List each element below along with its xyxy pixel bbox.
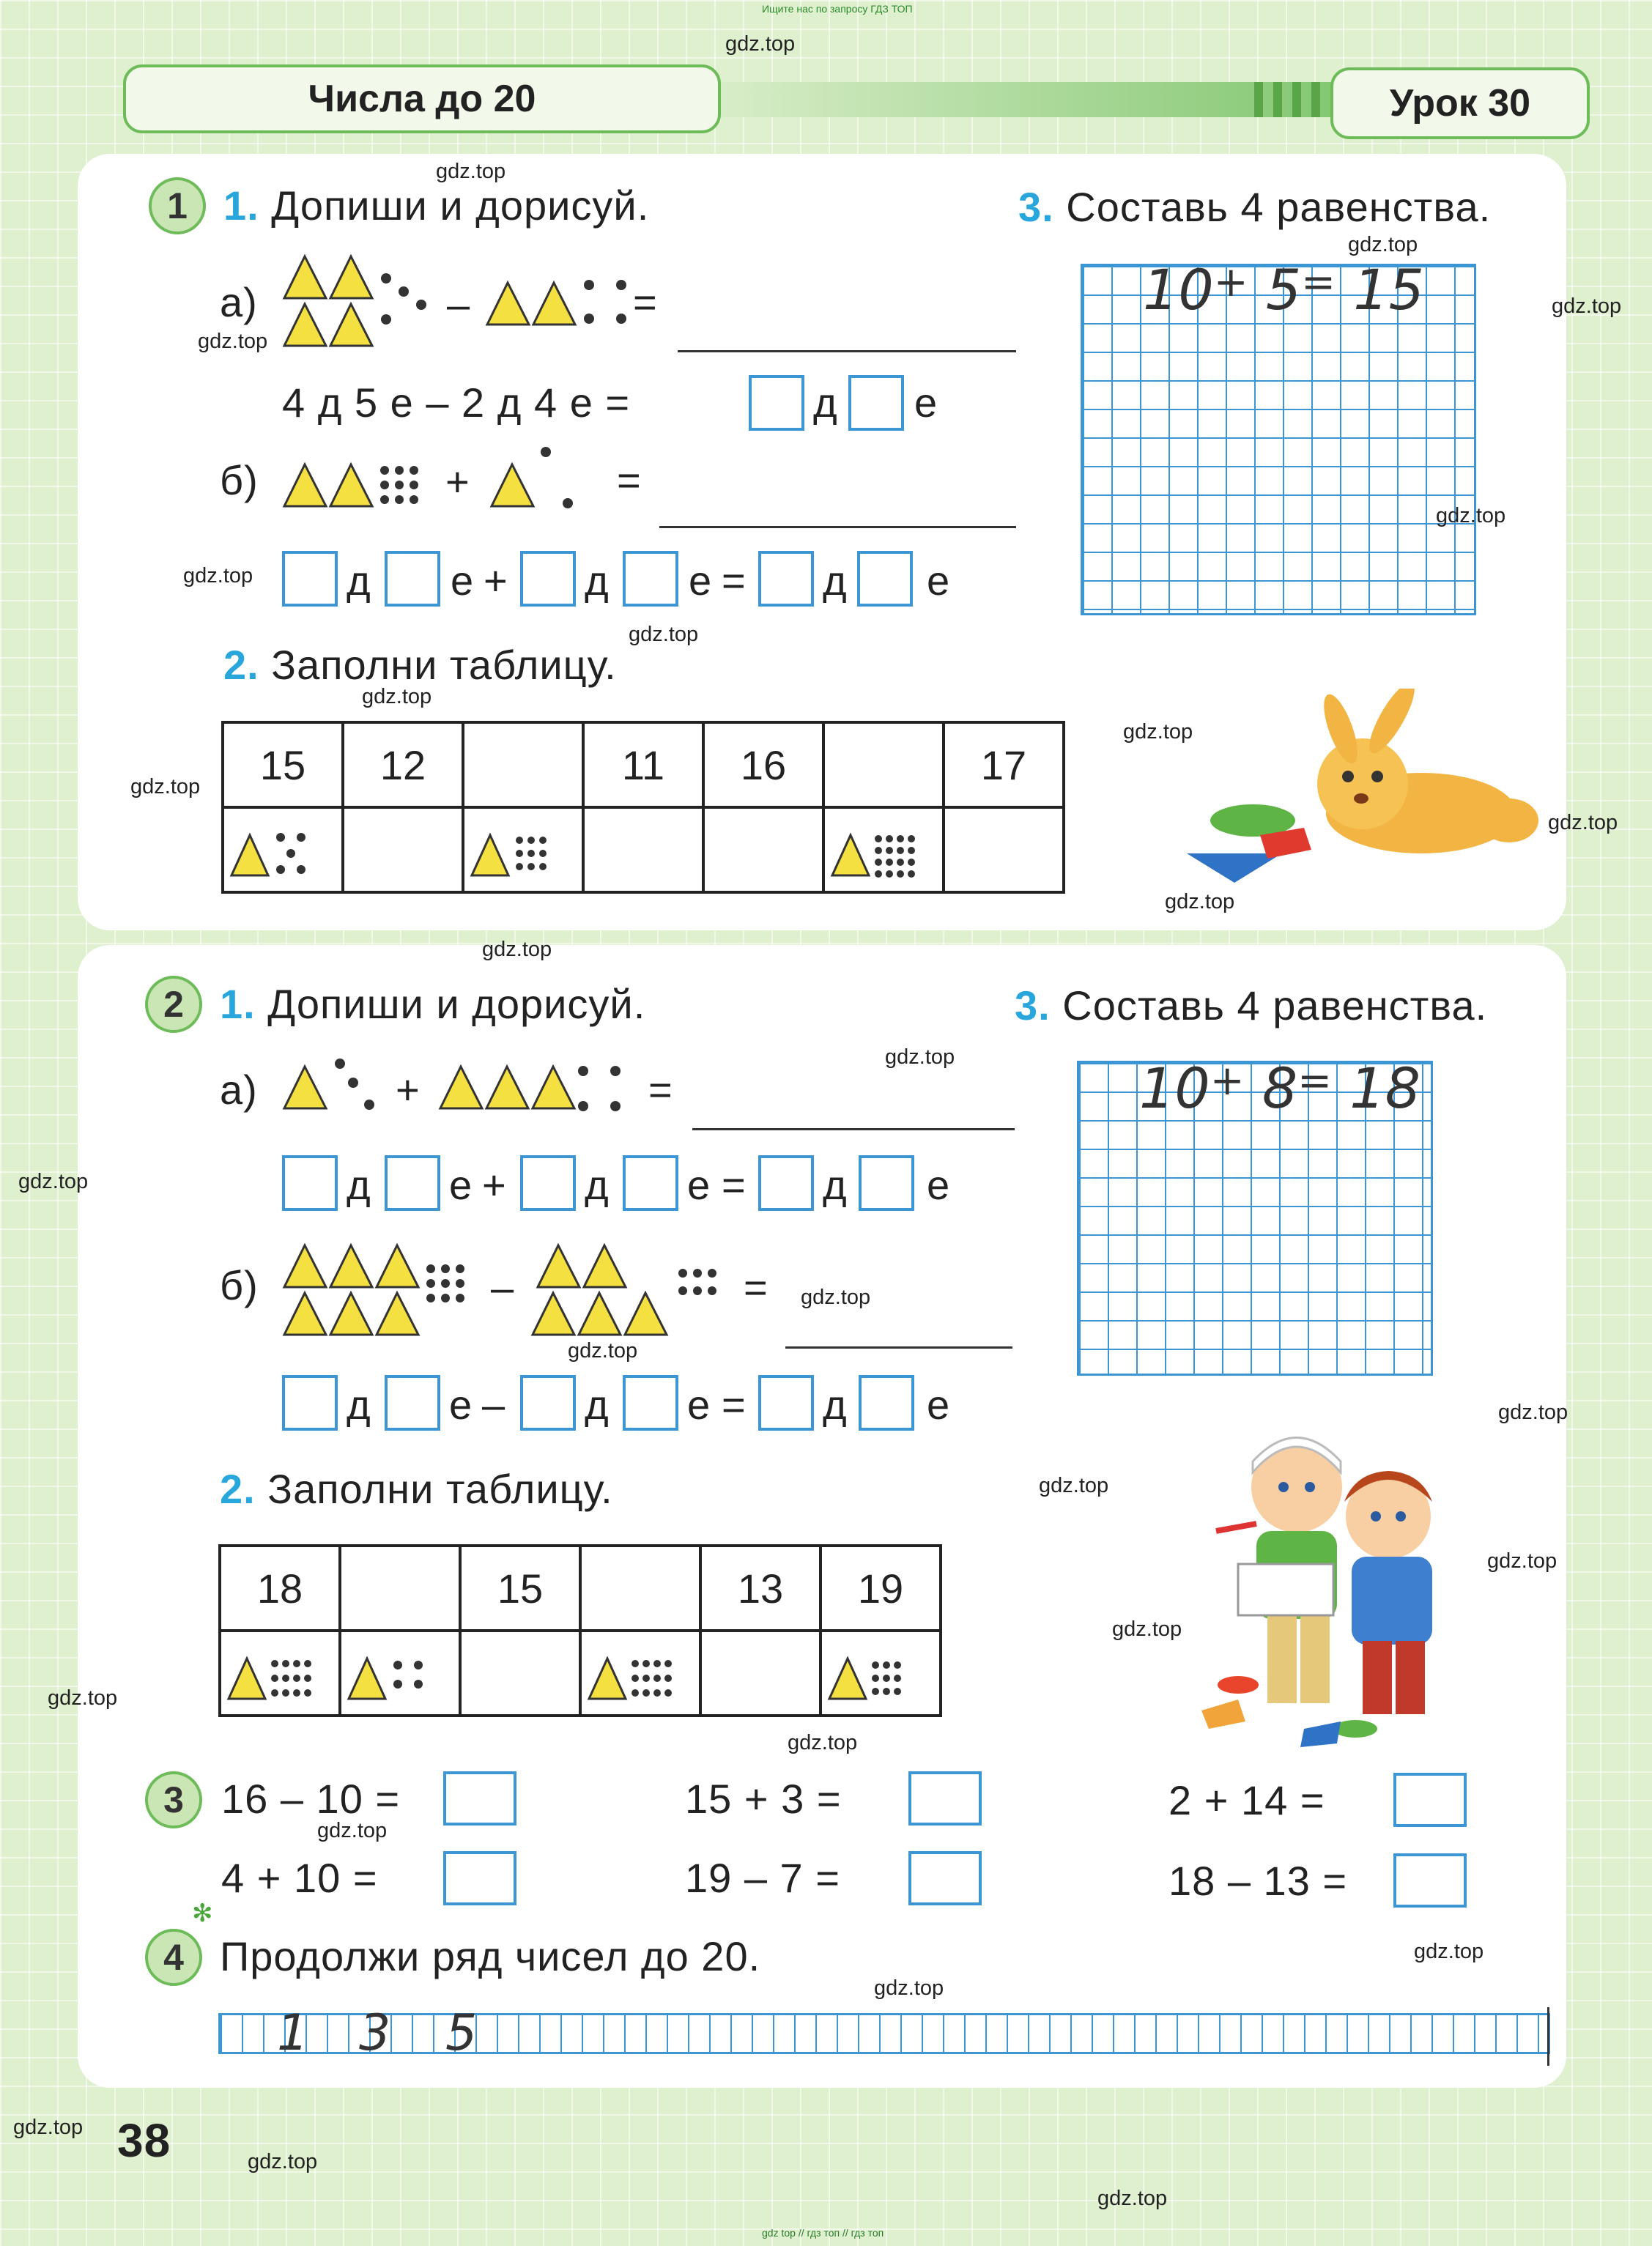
s1-table: [221, 721, 1065, 894]
s1-table-cell: 11: [583, 722, 703, 807]
s2-table-cell: 13: [700, 1546, 821, 1631]
s1-a-expression: 4 д 5 е – 2 д 4 е =: [282, 379, 631, 426]
s4-row-end: [1547, 2007, 1549, 2066]
s3-expr-5: 19 – 7 =: [685, 1855, 840, 1901]
s3-expr-6: 18 – 13 =: [1168, 1858, 1348, 1904]
s1-a-tens-box[interactable]: [749, 375, 804, 431]
watermark-text: gdz.top: [317, 1819, 388, 1842]
section-1-number: 1: [149, 177, 206, 234]
s1-b-unit-2: е: [451, 557, 475, 604]
s3-answer-box-3[interactable]: [1393, 1773, 1467, 1827]
watermark-text: gdz.top: [801, 1286, 871, 1309]
hw-b: 5: [1265, 257, 1302, 322]
watermark-text: gdz.top: [1112, 1617, 1182, 1641]
s3-expr-1: 16 – 10 =: [221, 1776, 401, 1822]
s2-table-cell[interactable]: [340, 1546, 460, 1631]
s1-table-cell: 16: [703, 722, 823, 807]
s1-b-label: б): [220, 457, 259, 503]
s2-b-answer-line: [785, 1346, 1012, 1349]
s2-b-triangles-2: [530, 1241, 674, 1339]
hw-eq: =: [1297, 1057, 1333, 1105]
s1-a-dots: [377, 270, 429, 328]
boys-illustration: [1187, 1421, 1494, 1751]
s1-table-picture: [463, 807, 583, 892]
s2-task1-title: [220, 981, 646, 1027]
s2-table-empty[interactable]: [700, 1631, 821, 1716]
watermark-text: gdz.top: [1414, 1940, 1484, 1963]
s2-table: [218, 1544, 942, 1717]
s2-b-unit-2: е: [449, 1382, 473, 1428]
header-stripes: [1254, 82, 1320, 117]
s2-task1-num: 1.: [220, 981, 256, 1027]
s3-answer-box-2[interactable]: [908, 1771, 982, 1826]
watermark-text: gdz.top: [130, 775, 201, 798]
s3-expr-2: 15 + 3 =: [685, 1776, 842, 1822]
s1-b-equals: =: [617, 457, 642, 503]
s1-table-cell: 17: [944, 722, 1064, 807]
watermark-text: gdz.top: [1552, 294, 1622, 318]
s2-b-minus: –: [491, 1264, 515, 1311]
s2-b-box-5[interactable]: [758, 1375, 814, 1431]
s4-task-text: Продолжи ряд чисел до 20.: [220, 1933, 761, 1979]
s2-b-equals-2: =: [722, 1382, 747, 1428]
s1-b-unit-3: д: [585, 557, 610, 604]
section-4-number: 4: [145, 1929, 202, 1986]
s1-a-triangles-2: [485, 278, 583, 330]
s2-a-box-3[interactable]: [520, 1155, 576, 1211]
section-2-number: 2: [145, 976, 202, 1033]
s4-value-2: 3: [359, 2004, 391, 2062]
s1-task1-num: 1.: [223, 182, 259, 229]
s1-b-box-4[interactable]: [623, 551, 678, 607]
s1-b-triangle-2: [489, 460, 541, 511]
s1-a-answer-line: [678, 350, 1016, 352]
s4-value-1: 1: [277, 2004, 309, 2062]
s2-b-unit-6: е: [927, 1382, 951, 1428]
s1-task2-title: [223, 642, 617, 688]
footer-note: gdz top // гдз топ // гдз топ: [762, 2227, 884, 2239]
s2-b-unit-3: д: [585, 1382, 610, 1428]
top-note: Ищите нас по запросу ГДЗ ТОП: [762, 3, 913, 15]
s2-table-cell: 19: [821, 1546, 941, 1631]
s1-b-box-2[interactable]: [385, 551, 440, 607]
hw-op: +: [1213, 259, 1248, 306]
s1-task1-title: [223, 182, 650, 229]
watermark-text: gdz.top: [13, 2116, 84, 2139]
s2-a-box-6[interactable]: [859, 1155, 914, 1211]
s2-task1-text: Допиши и дорисуй.: [267, 981, 646, 1027]
s1-a-label: а): [220, 279, 258, 325]
watermark-text: gdz.top: [874, 1976, 944, 2000]
s1-table-empty[interactable]: [944, 807, 1064, 892]
s2-b-dots-2: [675, 1266, 727, 1302]
topic-title: [123, 64, 721, 133]
s1-table-picture: [223, 807, 343, 892]
watermark-text: gdz.top: [568, 1339, 638, 1363]
s2-task2-num: 2.: [220, 1466, 256, 1512]
s3-answer-box-4[interactable]: [443, 1851, 516, 1905]
lesson-label-text: Урок 30: [1389, 82, 1531, 125]
watermark-text: gdz.top: [48, 1686, 118, 1710]
s3-answer-box-5[interactable]: [908, 1851, 982, 1905]
rabbit-illustration: [1157, 689, 1546, 886]
watermark-text: gdz.top: [1487, 1549, 1557, 1573]
watermark-text: gdz.top: [885, 1045, 955, 1069]
watermark-text: gdz.top: [1348, 233, 1418, 256]
s2-a-label: а): [220, 1067, 258, 1113]
s1-table-cell: 15: [223, 722, 343, 807]
s1-table-empty[interactable]: [703, 807, 823, 892]
s1-task3-num: 3.: [1018, 184, 1054, 230]
s2-task2-title: [220, 1466, 613, 1512]
s1-a-ones-unit: е: [914, 379, 938, 426]
s2-a-dots: [330, 1055, 381, 1113]
s2-a-equals: =: [648, 1067, 673, 1113]
s1-b-box-1[interactable]: [282, 551, 338, 607]
s2-table-cell: 15: [460, 1546, 580, 1631]
s2-a-box-2[interactable]: [385, 1155, 440, 1211]
watermark-text: gdz.top: [629, 623, 699, 646]
s1-handwritten-equation: [1143, 257, 1424, 322]
s1-a-equals: =: [633, 279, 658, 325]
lesson-label: [1330, 67, 1590, 139]
s2-table-cell[interactable]: [580, 1546, 700, 1631]
s2-table-picture: [220, 1631, 340, 1716]
s1-b-dots: [377, 463, 429, 514]
watermark-text: gdz.top: [788, 1731, 858, 1754]
hw-op: +: [1210, 1057, 1245, 1105]
s1-table-empty[interactable]: [583, 807, 703, 892]
s1-b-dots-2: [535, 443, 579, 513]
s1-b-box-5[interactable]: [758, 551, 814, 607]
s1-table-cell[interactable]: [823, 722, 944, 807]
s2-handwritten-equation: [1139, 1056, 1421, 1121]
s1-b-box-6[interactable]: [857, 551, 913, 607]
s2-task3-num: 3.: [1015, 982, 1051, 1029]
s2-a-box-4[interactable]: [623, 1155, 678, 1211]
s2-b-unit-5: д: [823, 1382, 848, 1428]
s2-a-answer-line: [692, 1128, 1015, 1130]
s1-task3-title: [1018, 184, 1492, 230]
s1-table-cell[interactable]: [463, 722, 583, 807]
s1-table-empty[interactable]: [343, 807, 463, 892]
hw-b: 8: [1262, 1056, 1298, 1121]
s2-b-box-2[interactable]: [385, 1375, 440, 1431]
s2-a-unit-3: д: [585, 1162, 610, 1208]
s2-b-minus-2: –: [482, 1382, 506, 1428]
s2-table-cell: 18: [220, 1546, 340, 1631]
s2-b-box-3[interactable]: [520, 1375, 576, 1431]
watermark-text: gdz.top: [1548, 811, 1618, 834]
watermark-text: gdz.top: [436, 160, 506, 183]
s2-b-label: б): [220, 1262, 259, 1308]
s2-a-unit-4: е: [687, 1162, 711, 1208]
s1-b-box-3[interactable]: [520, 551, 576, 607]
watermark-text: gdz.top: [1165, 890, 1235, 913]
s1-b-unit-4: е: [689, 557, 713, 604]
topic-title-text: Числа до 20: [308, 78, 536, 120]
s2-a-triangles-2: [438, 1062, 582, 1113]
s1-task2-text: Заполни таблицу.: [271, 642, 617, 688]
s2-a-unit-2: е: [449, 1162, 473, 1208]
s1-b-plus: +: [445, 459, 470, 505]
section-3-number: 3: [145, 1771, 202, 1828]
s2-b-unit-4: е: [687, 1382, 711, 1428]
s2-a-plus-2: +: [482, 1162, 507, 1208]
s1-b-unit-6: е: [927, 557, 951, 604]
s4-value-3: 5: [445, 2004, 478, 2062]
s1-b-plus-2: +: [484, 557, 508, 604]
s2-a-box-1[interactable]: [282, 1155, 338, 1211]
s2-b-equals: =: [744, 1264, 768, 1311]
s2-task2-text: Заполни таблицу.: [267, 1466, 613, 1512]
s1-a-tens-unit: д: [813, 379, 838, 426]
s2-task3-title: [1015, 982, 1488, 1029]
s1-b-triangles: [282, 460, 380, 511]
s1-task2-num: 2.: [223, 642, 259, 688]
watermark-text: gdz.top: [362, 685, 432, 708]
s2-a-triangle: [282, 1062, 333, 1113]
s4-star-icon: ✻: [192, 1900, 214, 1927]
watermark-text: gdz.top: [725, 32, 796, 56]
s3-answer-box-6[interactable]: [1393, 1853, 1467, 1908]
s2-table-empty[interactable]: [460, 1631, 580, 1716]
hw-r: 15: [1353, 257, 1424, 322]
s1-b-equals-2: =: [722, 557, 747, 604]
hw-r: 18: [1349, 1056, 1421, 1121]
watermark-text: gdz.top: [1039, 1474, 1109, 1497]
s1-b-answer-line: [659, 526, 1016, 528]
s2-a-equals-2: =: [722, 1162, 747, 1208]
s1-task3-text: Составь 4 равенства.: [1066, 184, 1492, 230]
s2-a-dots-2: [573, 1061, 624, 1119]
s3-expr-4: 4 + 10 =: [221, 1855, 378, 1901]
s1-table-picture: [823, 807, 944, 892]
s2-a-unit-1: д: [347, 1162, 371, 1208]
s2-b-box-6[interactable]: [859, 1375, 914, 1431]
watermark-text: gdz.top: [248, 2150, 318, 2173]
s1-table-cell: 12: [343, 722, 463, 807]
s2-a-plus: +: [396, 1067, 421, 1113]
hw-eq: =: [1301, 259, 1336, 306]
s2-b-dots: [423, 1261, 475, 1313]
s2-task3-text: Составь 4 равенства.: [1062, 982, 1488, 1029]
s1-a-ones-box[interactable]: [848, 375, 904, 431]
s1-a-minus: –: [447, 281, 471, 327]
s2-table-picture: [340, 1631, 460, 1716]
s1-b-unit-1: д: [347, 557, 371, 604]
page-number: 38: [117, 2114, 171, 2167]
s1-a-dots-2: [579, 275, 630, 333]
watermark-text: gdz.top: [198, 330, 268, 353]
watermark-text: gdz.top: [482, 938, 552, 961]
s2-table-picture: [821, 1631, 941, 1716]
watermark-text: gdz.top: [183, 564, 253, 588]
s2-b-unit-1: д: [347, 1382, 371, 1428]
s2-b-box-1[interactable]: [282, 1375, 338, 1431]
watermark-text: gdz.top: [18, 1170, 89, 1193]
s2-table-picture: [580, 1631, 700, 1716]
hw-a: 10: [1139, 1056, 1210, 1121]
s1-b-unit-5: д: [823, 557, 848, 604]
watermark-text: gdz.top: [1097, 2187, 1168, 2210]
s1-task1-text: Допиши и дорисуй.: [271, 182, 650, 229]
s2-b-box-4[interactable]: [623, 1375, 678, 1431]
s1-a-triangles: [282, 252, 380, 350]
hw-a: 10: [1143, 257, 1214, 322]
watermark-text: gdz.top: [1123, 720, 1193, 744]
watermark-text: gdz.top: [1498, 1401, 1568, 1424]
s3-answer-box-1[interactable]: [443, 1771, 516, 1826]
s3-expr-3: 2 + 14 =: [1168, 1777, 1325, 1823]
s4-number-row[interactable]: [218, 2013, 1550, 2054]
s2-a-unit-5: д: [823, 1162, 848, 1208]
s2-a-unit-6: е: [927, 1162, 951, 1208]
s2-a-box-5[interactable]: [758, 1155, 814, 1211]
s2-b-triangles: [282, 1241, 426, 1339]
watermark-text: gdz.top: [1436, 504, 1506, 527]
